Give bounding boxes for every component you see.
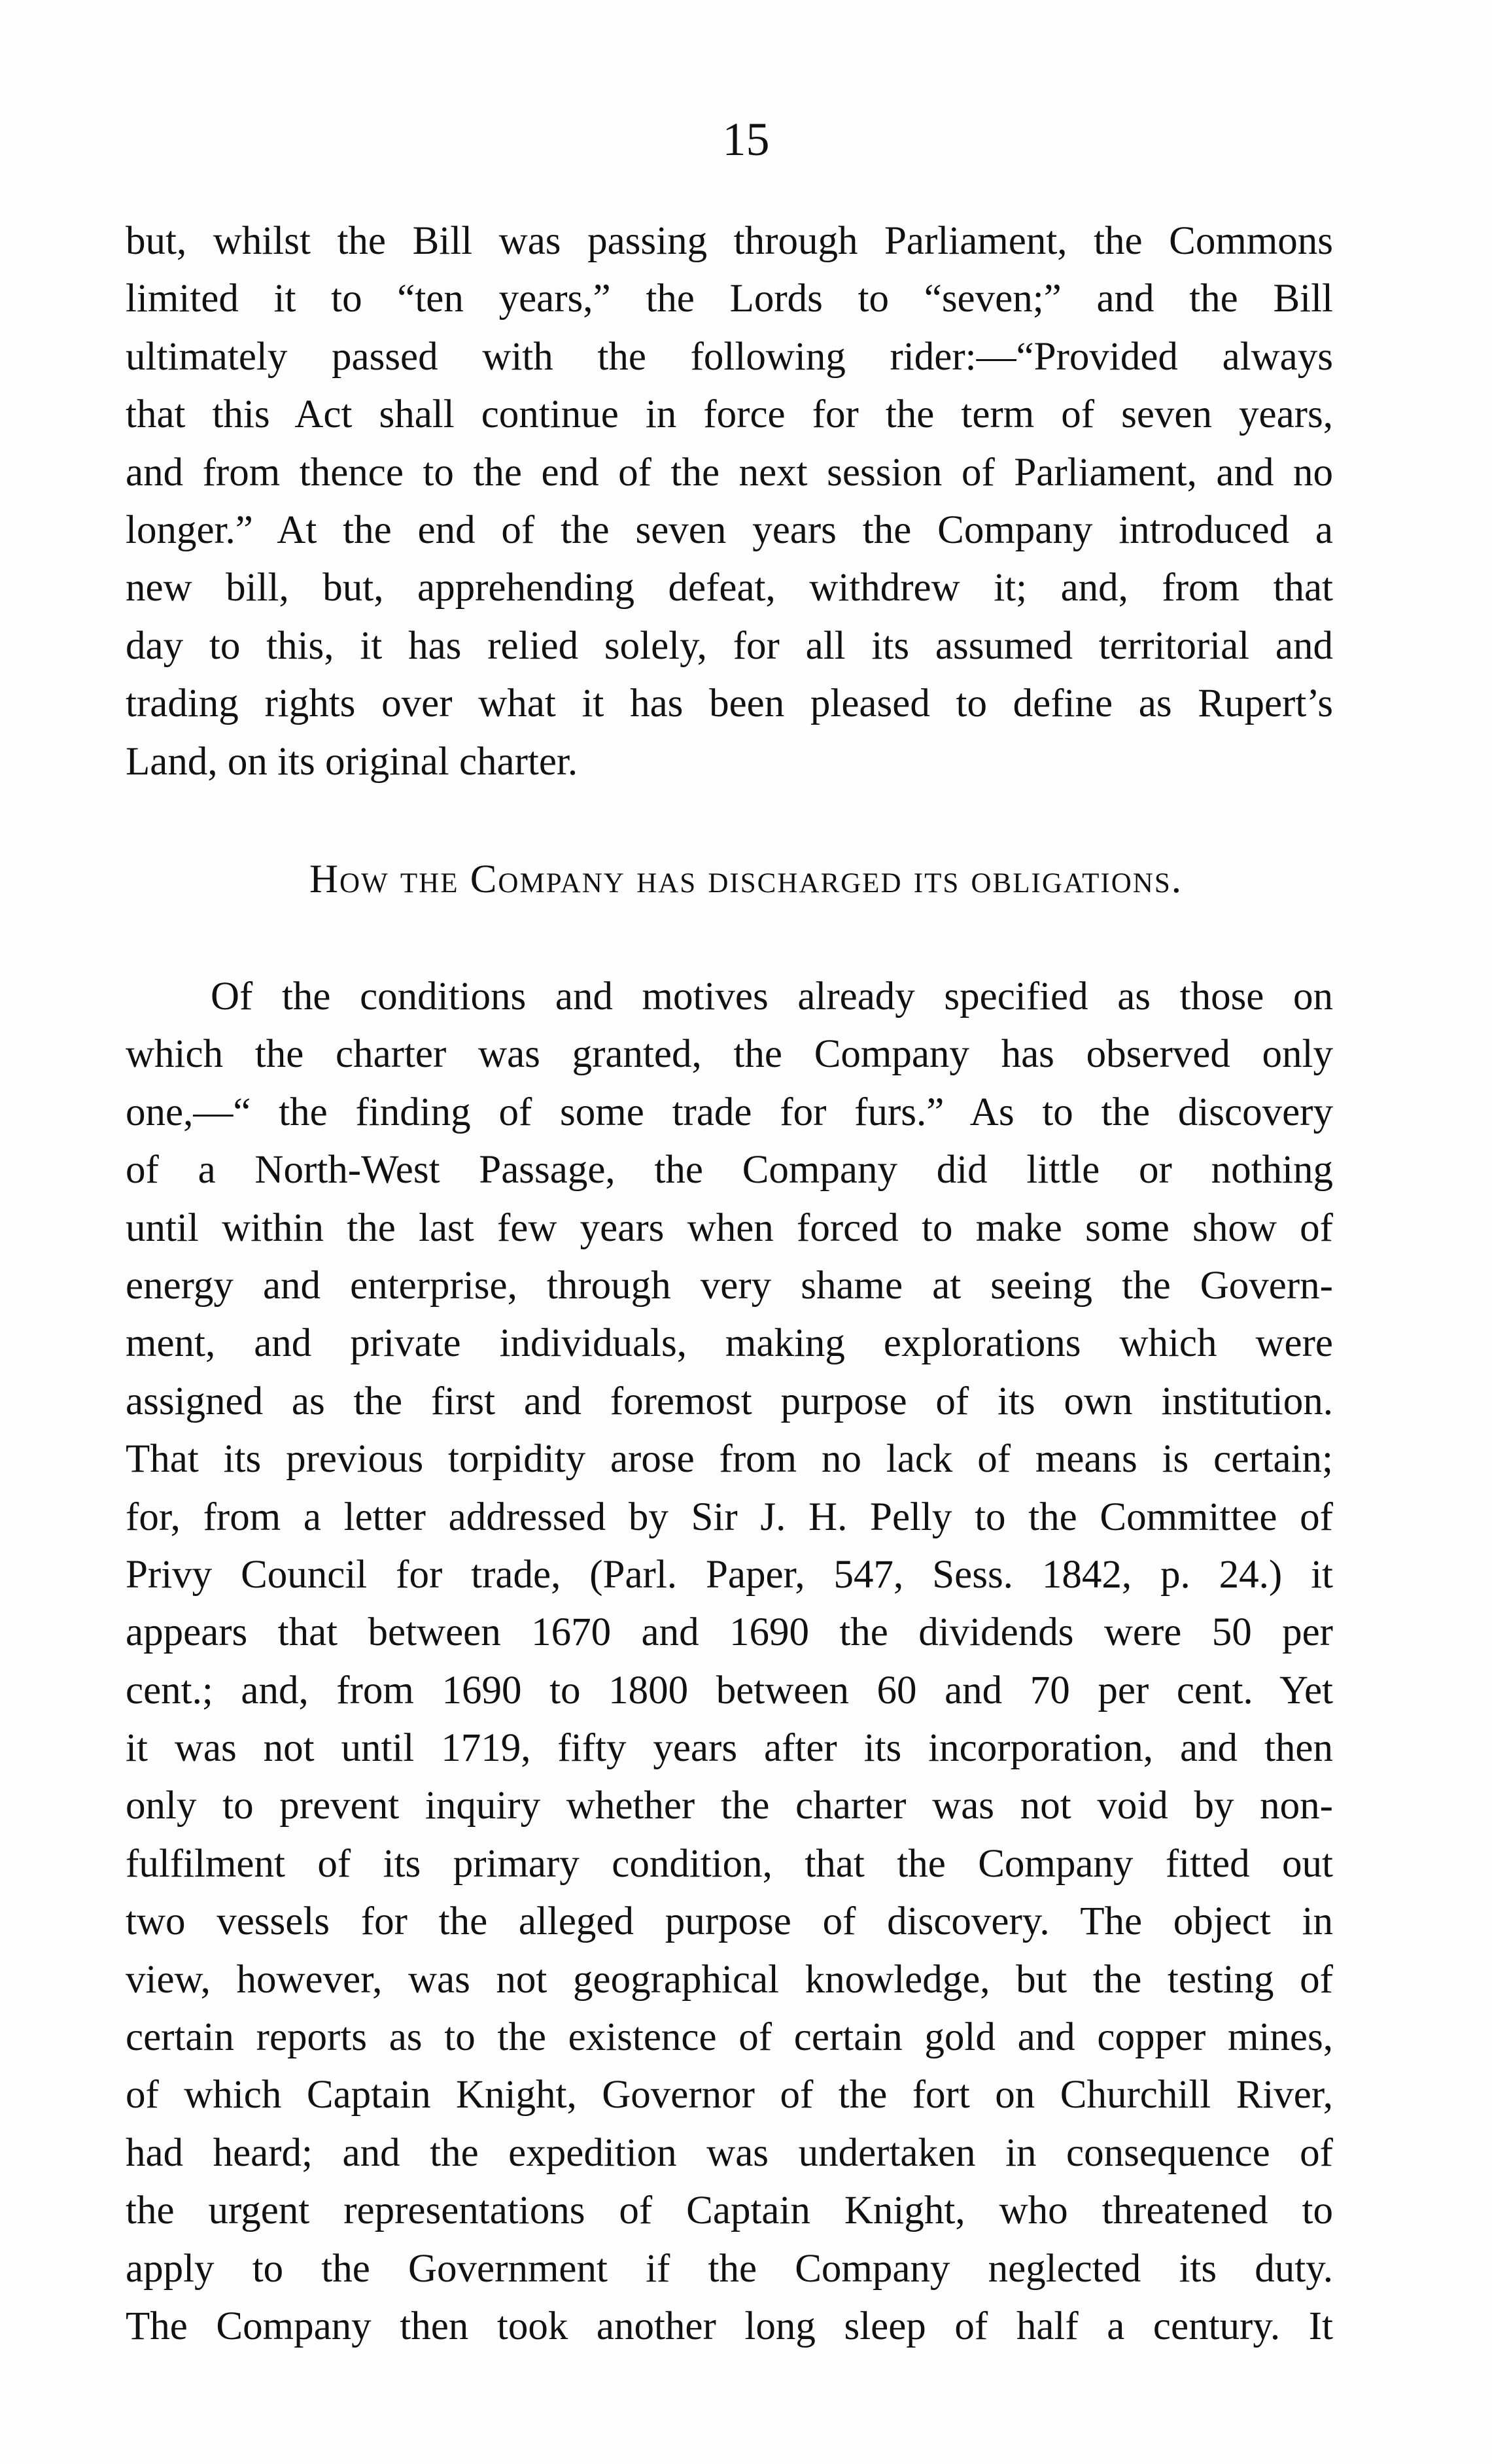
text-line: which the charter was granted, the Company has observed only xyxy=(126,1032,1333,1077)
text-line: view, however, was not geographical knowledge, but the testing of xyxy=(126,1957,1333,2002)
text-line: of which Captain Knight, Governor of the fort on Churchill River, xyxy=(126,2073,1333,2117)
text-line: longer.” At the end of the seven years the Company introduced a xyxy=(126,508,1333,552)
text-line: appears that between 1670 and 1690 the dividends were 50 per xyxy=(126,1610,1333,1655)
text-line: energy and enterprise, through very shame at seeing the Govern- xyxy=(126,1263,1333,1308)
text-line: new bill, but, apprehending defeat, withdrew it; and, from that xyxy=(126,566,1333,610)
text-line: apply to the Government if the Company neglected its duty. xyxy=(126,2246,1333,2291)
text-line: one,—“ the finding of some trade for furs.” As to the discovery xyxy=(126,1090,1333,1134)
text-line: until within the last few years when forced to make some show of xyxy=(126,1206,1333,1250)
text-line: the urgent representations of Captain Knight, who threatened to xyxy=(126,2189,1333,2233)
text-line: had heard; and the expedition was undertaken in consequence of xyxy=(126,2130,1333,2175)
text-line: cent.; and, from 1690 to 1800 between 60 and 70 per cent. Yet xyxy=(126,1668,1333,1712)
text-line: of a North-West Passage, the Company did little or nothing xyxy=(126,1148,1333,1192)
text-line: trading rights over what it has been pleased to define as Rupert’s xyxy=(126,682,1333,726)
text-line: Of the conditions and motives already specified as those on xyxy=(211,975,1333,1018)
text-line: Privy Council for trade, (Parl. Paper, 547, Sess. 1842, p. 24.) it xyxy=(126,1552,1333,1597)
paragraph-obligations xyxy=(126,968,1333,2355)
text-line: but, whilst the Bill was passing through Parliament, the Commons xyxy=(126,219,1333,263)
text-line: it was not until 1719, fifty years after its incorporation, and then xyxy=(126,1726,1333,1771)
text-line: fulfilment of its primary condition, that the Company fitted out xyxy=(126,1841,1333,1886)
text-line: ultimately passed with the following rider:—“Provided always xyxy=(126,334,1333,379)
text-line: limited it to “ten years,” the Lords to “seven;” and the Bill xyxy=(126,277,1333,321)
page-number: 15 xyxy=(722,113,770,165)
text-line: for, from a letter addressed by Sir J. H. Pelly to the Committee of xyxy=(126,1495,1333,1539)
text-line: Land, on its original charter. xyxy=(126,739,578,784)
text-line: ment, and private individuals, making explorations which were xyxy=(126,1321,1333,1366)
text-line: certain reports as to the existence of certain gold and copper mines, xyxy=(126,2015,1333,2060)
text-line: The Company then took another long sleep of half a century. It xyxy=(126,2304,1333,2348)
text-line: only to prevent inquiry whether the charter was not void by non- xyxy=(126,1784,1333,1828)
text-line: assigned as the first and foremost purpose of its own institution. xyxy=(126,1379,1333,1423)
text-line: That its previous torpidity arose from no lack of means is certain; xyxy=(126,1437,1333,1482)
paragraph-continuation xyxy=(126,213,1333,791)
section-heading: How the Company has discharged its obligations. xyxy=(309,858,1183,901)
text-line: day to this, it has relied solely, for all its assumed territorial and xyxy=(126,623,1333,668)
text-line: and from thence to the end of the next session of Parliament, and no xyxy=(126,450,1333,495)
text-line: that this Act shall continue in force for the term of seven years, xyxy=(126,392,1333,437)
text-line: two vessels for the alleged purpose of discovery. The object in xyxy=(126,1900,1333,1944)
